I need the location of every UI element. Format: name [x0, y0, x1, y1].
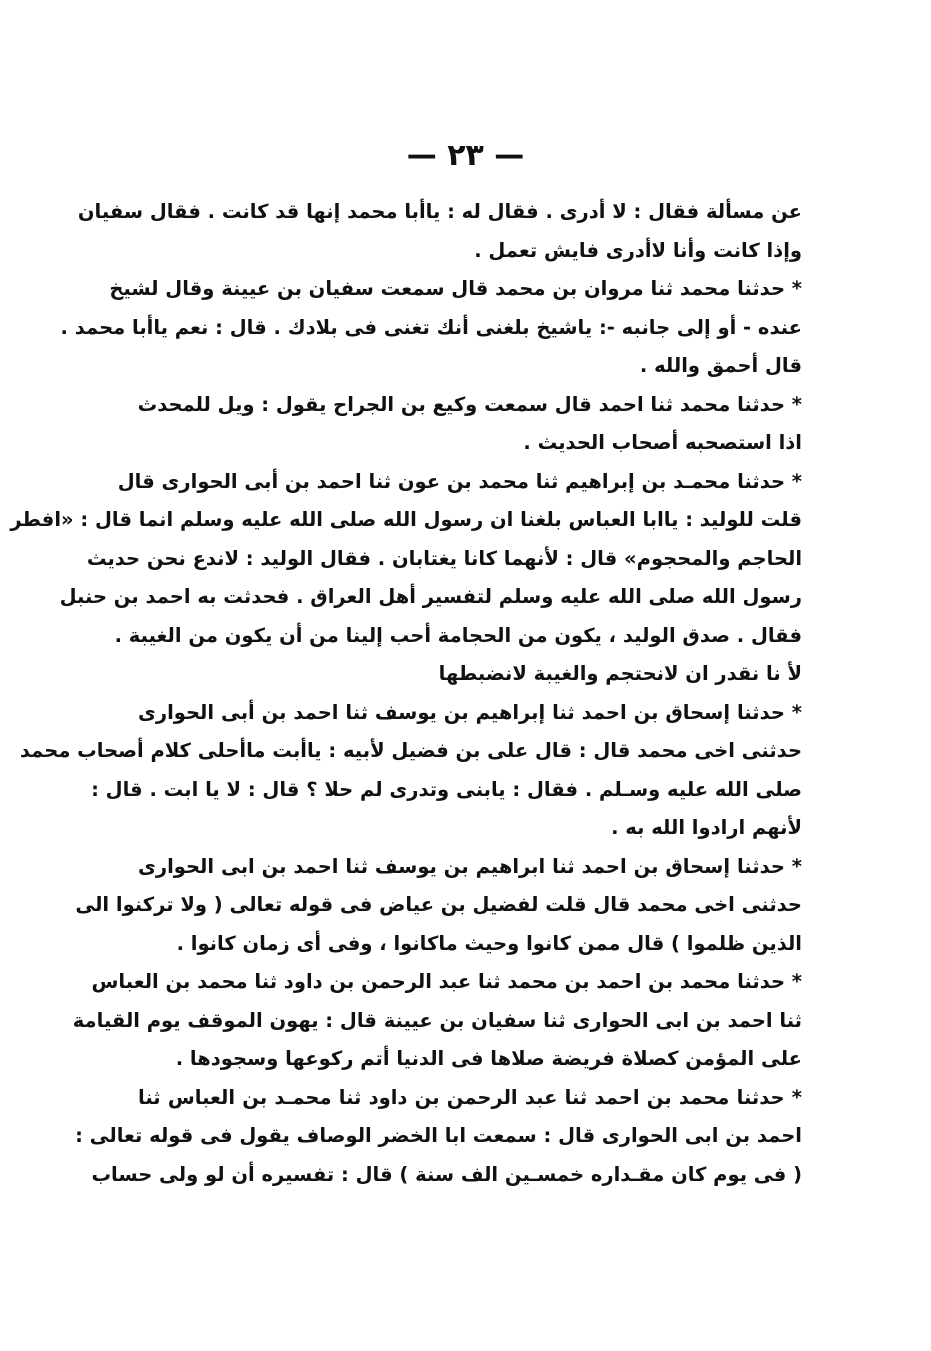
text-line: عن مسألة فقال : لا أدرى . فقال له : ياأبا محمد إنها قد كانت . فقال سفيان: [77, 200, 802, 223]
text-line: الحاجم والمحجوم» قال : لأنهما كانا يغتابان . فقال الوليد : لاندع نحن حديث: [86, 546, 802, 570]
text-line: * حدثنا محمد ثنا احمد قال سمعت وكيع بن الجراح يقول : ويل للمحدث: [137, 392, 802, 416]
text-line: قلت للوليد : ياابا العباس بلغنا ان رسول الله صلى الله عليه وسلم انما قال : «افطر: [10, 508, 802, 531]
text-line: وإذا كانت وأنا لاأدرى فايش تعمل .: [474, 238, 802, 262]
text-line: اذا استصحبه أصحاب الحديث .: [523, 431, 802, 454]
text-line: * حدثنا محمد ثنا مروان بن محمد قال سمعت سفيان بن عيينة وقال لشيخ: [109, 277, 802, 300]
text-line: رسول الله صلى الله عليه وسلم لتفسير أهل العراق . فحدثت به احمد بن حنبل: [59, 585, 802, 608]
text-line: * حدثنا محمد بن احمد ثنا عبد الرحمن بن داود ثنا محمـد بن العباس ثنا: [138, 1085, 802, 1109]
text-body: [10, 193, 802, 1194]
text-line: * حدثنا محمـد بن إبراهيم ثنا محمد بن عون ثنا احمد بن أبى الحوارى قال: [117, 469, 802, 493]
text-line: قال أحمق والله .: [639, 354, 802, 377]
text-line: احمد بن ابى الحوارى قال : سمعت ابا الخضر الوصاف يقول فى قوله تعالى :: [75, 1124, 802, 1147]
text-line: ثنا احمد بن ابى الحوارى ثنا سفيان بن عيينة قال : يهون الموقف يوم القيامة: [72, 1008, 802, 1032]
text-line: لأ نا نقدر ان لانحتجم والغيبة لانضبطها: [438, 662, 802, 685]
text-line: حدثنى اخى محمد قال : قال على بن فضيل لأبيه : ياأبت ماأحلى كلام أصحاب محمد: [19, 739, 802, 762]
text-line: * حدثنا محمد بن احمد بن محمد ثنا عبد الرحمن بن داود ثنا محمد بن العباس: [91, 970, 802, 993]
page-number: — ٢٣ —: [406, 138, 525, 173]
text-line: * حدثنا إسحاق بن احمد ثنا ابراهيم بن يوسف ثنا احمد بن ابى الحوارى: [138, 854, 802, 878]
text-line: * حدثنا إسحاق بن احمد ثنا إبراهيم بن يوسف ثنا احمد بن أبى الحوارى: [138, 700, 802, 724]
text-line: حدثنى اخى محمد قال قلت لفضيل بن عياض فى قوله تعالى ( ولا تركنوا الى: [75, 893, 802, 916]
text-line: فقال . صدق الوليد ، يكون من الحجامة أحب إلينا من أن يكون من الغيبة .: [114, 623, 802, 647]
text-line: على المؤمن كصلاة فريضة صلاها فى الدنيا أتم ركوعها وسجودها .: [175, 1047, 802, 1070]
text-line: صلى الله عليه وسـلم . فقال : يابنى وتدرى لم حلا ؟ قال : لا يا ابت . قال :: [91, 777, 802, 801]
text-line: عنده - أو إلى جانبه -: ياشيخ بلغنى أنك تغنى فى بلادك . قال : نعم ياأبا محمد .: [60, 315, 802, 339]
text-line: لأنهم ارادوا الله به .: [611, 816, 802, 839]
text-line: ( فى يوم كان مقـداره خمسـين الف سنة ) قال : تفسيره أن لو ولى حساب: [91, 1162, 802, 1186]
text-line: الذين ظلموا ) قال ممن كانوا وحيث ماكانوا ، وفى أى زمان كانوا .: [176, 931, 802, 955]
